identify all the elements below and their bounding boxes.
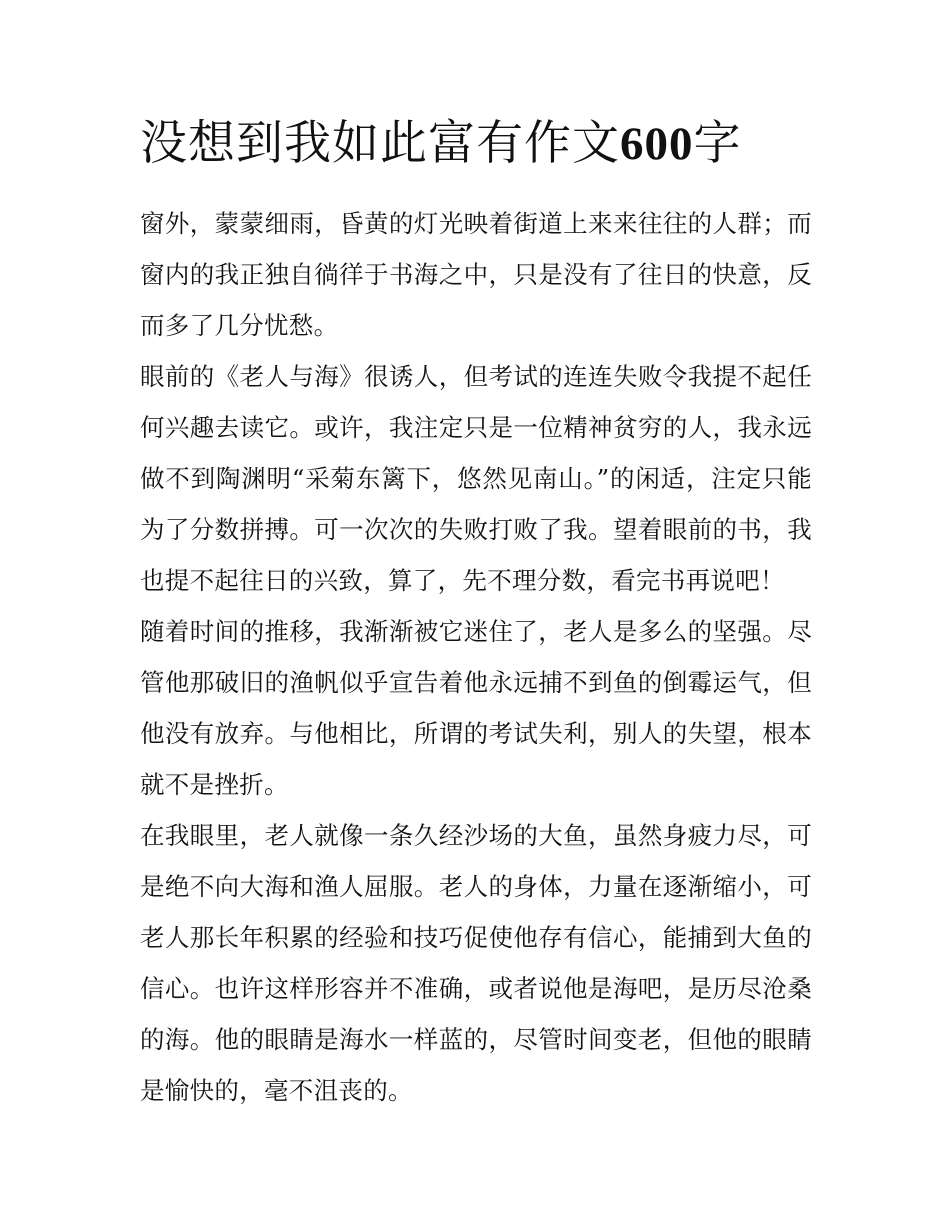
title-suffix-text: 字: [693, 116, 742, 171]
title-number: 600: [620, 118, 694, 170]
paragraph-1: 窗外，蒙蒙细雨，昏黄的灯光映着街道上来来往往的人群；而窗内的我正独自徜徉于书海之中，只是没有了往日的快意，反而多了几分忧愁。: [140, 209, 812, 340]
paragraph-3: 随着时间的推移，我渐渐被它迷住了，老人是多么的坚强。尽管他那破旧的渔帆似乎宣告着他永远捕不到鱼的倒霉运气，但他没有放弃。与他相比，所谓的考试失利，别人的失望，根本就不是挫折。: [140, 617, 812, 799]
document-title: [140, 112, 840, 176]
title-main-text: 没想到我如此富有作文: [140, 116, 620, 171]
document-body: [140, 198, 812, 1116]
paragraph-4: 在我眼里，老人就像一条久经沙场的大鱼，虽然身疲力尽，可是绝不向大海和渔人屈服。老人的身体，力量在逐渐缩小，可老人那长年积累的经验和技巧促使他存有信心，能捕到大鱼的信心。也许这样形容并不准确，或者说他是海吧，是历尽沧桑的海。他的眼睛是海水一样蓝的，尽管时间变老，但他的眼睛是愉快的，毫不沮丧的。: [140, 821, 812, 1105]
paragraph-2: 眼前的《老人与海》很诱人，但考试的连连失败令我提不起任何兴趣去读它。或许，我注定只是一位精神贫穷的人，我永远做不到陶渊明“采菊东篱下，悠然见南山。”的闲适，注定只能为了分数拼搏。可一次次的失败打败了我。望着眼前的书，我也提不起往日的兴致，算了，先不理分数，看完书再说吧！: [140, 362, 812, 595]
